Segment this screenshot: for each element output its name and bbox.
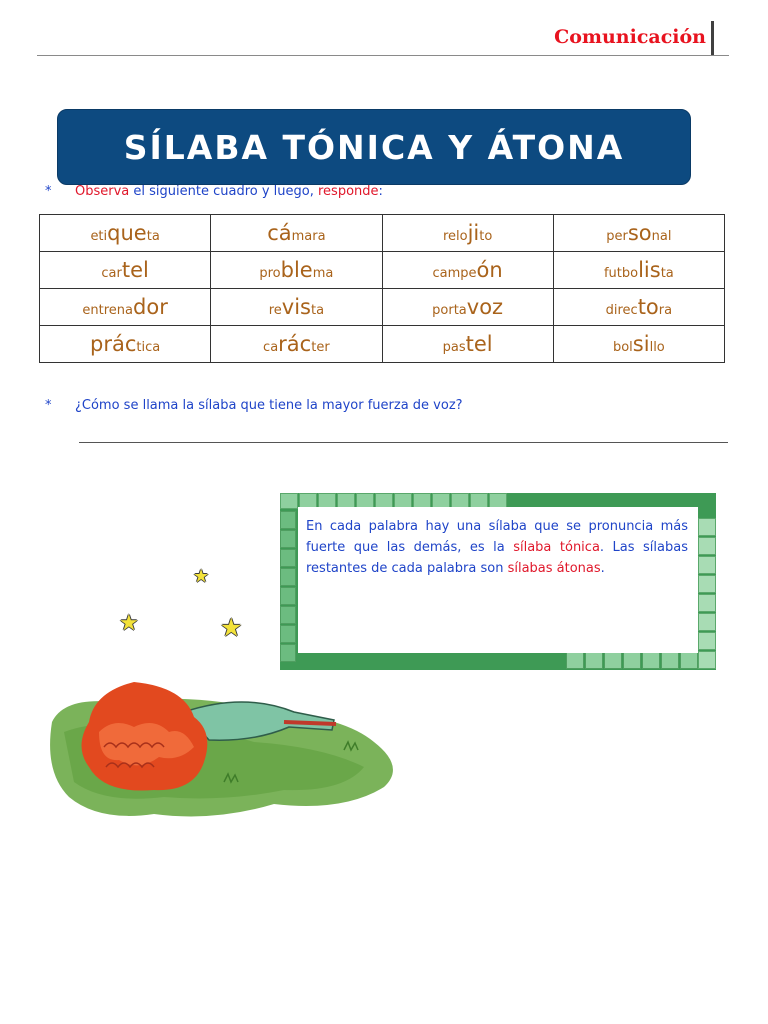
table-row xyxy=(40,326,725,363)
frame-tile xyxy=(280,587,296,605)
header-rule xyxy=(37,55,729,56)
word-cell xyxy=(40,326,211,363)
syllable-post: ma xyxy=(312,266,334,281)
syllable-pre: futbo xyxy=(603,266,639,281)
instruction-end: : xyxy=(378,184,383,199)
word-cell xyxy=(553,289,724,326)
instruction-responde: responde xyxy=(318,184,379,199)
star-icon: ★ xyxy=(119,611,139,636)
frame-tile xyxy=(280,493,298,509)
star-icon: ★ xyxy=(193,566,210,587)
word-cell xyxy=(553,215,724,252)
frame-tile xyxy=(280,511,296,529)
syllable-pre: per xyxy=(606,229,628,244)
word-cell xyxy=(40,289,211,326)
syllable-pre: campe xyxy=(432,266,477,281)
frame-tile xyxy=(698,651,716,669)
frame-tile xyxy=(698,575,716,593)
frame-tile xyxy=(280,568,296,586)
question-bullet: * xyxy=(45,398,52,413)
question xyxy=(45,398,463,413)
syllable-pre: car xyxy=(101,266,122,281)
note-highlight-tonica: sílaba tónica xyxy=(513,540,600,555)
syllable-post: ta xyxy=(660,266,674,281)
syllable-tonic: tel xyxy=(465,332,493,356)
syllable-post: tica xyxy=(136,340,161,355)
instruction xyxy=(45,184,383,199)
syllable-tonic: si xyxy=(632,332,650,356)
syllable-post: ter xyxy=(311,340,330,355)
syllable-pre: direc xyxy=(605,303,638,318)
syllable-tonic: ón xyxy=(476,258,503,282)
syllable-post: ta xyxy=(146,229,160,244)
syllable-tonic: rác xyxy=(278,332,312,356)
frame-tile xyxy=(642,652,660,669)
table-row xyxy=(40,289,725,326)
syllable-pre: pro xyxy=(259,266,281,281)
instruction-middle: el siguiente cuadro y luego, xyxy=(129,184,318,199)
syllable-post: ta xyxy=(310,303,325,318)
word-cell xyxy=(382,326,553,363)
frame-tile xyxy=(698,632,716,650)
frame-tile xyxy=(280,549,296,567)
syllable-pre: relo xyxy=(442,229,468,244)
syllable-tonic: dor xyxy=(133,295,168,319)
syllable-post: llo xyxy=(649,340,665,355)
word-cell xyxy=(382,289,553,326)
syllable-tonic: to xyxy=(637,295,659,319)
word-cell xyxy=(382,215,553,252)
frame-tile xyxy=(280,606,296,624)
frame-tile xyxy=(604,652,622,669)
word-cell xyxy=(382,252,553,289)
word-cell xyxy=(211,252,382,289)
word-cell xyxy=(211,326,382,363)
syllable-tonic: lis xyxy=(638,258,661,282)
frame-tile xyxy=(585,652,603,669)
note-text-3: . xyxy=(600,561,605,576)
header-bar xyxy=(711,21,714,55)
frame-tile xyxy=(698,594,716,612)
syllable-pre: entrena xyxy=(82,303,134,318)
syllable-pre: porta xyxy=(432,303,467,318)
answer-line[interactable] xyxy=(79,442,728,443)
syllable-tonic: vis xyxy=(281,295,311,319)
syllable-pre: pas xyxy=(442,340,466,355)
syllable-tonic: ji xyxy=(467,221,480,245)
syllable-tonic: ble xyxy=(280,258,313,282)
word-cell xyxy=(211,289,382,326)
word-cell xyxy=(40,215,211,252)
syllable-tonic: prác xyxy=(90,332,137,356)
frame-tile xyxy=(698,613,716,631)
syllable-post: to xyxy=(479,229,493,244)
syllable-tonic: so xyxy=(627,221,652,245)
frame-tile xyxy=(698,556,716,574)
instruction-bullet: * xyxy=(45,184,52,199)
frame-tile xyxy=(280,644,296,662)
note-text-1: En cada palabra hay una sílaba que se pronuncia más fuerte que las demás, es la xyxy=(306,519,688,555)
frame-tile xyxy=(566,652,584,669)
frame-tile xyxy=(680,652,698,669)
word-cell xyxy=(40,252,211,289)
syllable-post: ra xyxy=(658,303,673,318)
title-banner xyxy=(57,109,691,185)
girl-lying-on-grass-illustration xyxy=(44,672,406,832)
page-title: SÍLABA TÓNICA Y ÁTONA xyxy=(123,127,625,167)
syllable-pre: bol xyxy=(612,340,633,355)
frame-tile xyxy=(661,652,679,669)
word-cell xyxy=(553,326,724,363)
word-table xyxy=(39,214,725,363)
question-text: ¿Cómo se llama la sílaba que tiene la mayor fuerza de voz? xyxy=(75,398,463,413)
syllable-tonic: voz xyxy=(466,295,504,319)
note-text-2: . Las sílabas restantes de cada palabra son xyxy=(306,540,688,576)
table-row xyxy=(40,252,725,289)
syllable-tonic: que xyxy=(107,221,147,245)
syllable-post: mara xyxy=(291,229,326,244)
syllable-tonic: tel xyxy=(121,258,149,282)
note-box xyxy=(298,507,698,653)
frame-tile xyxy=(698,518,716,536)
frame-tile xyxy=(280,625,296,643)
subject-label: Comunicación xyxy=(554,26,706,48)
table-row xyxy=(40,215,725,252)
star-icon: ★ xyxy=(220,613,243,642)
word-cell xyxy=(553,252,724,289)
word-cell xyxy=(211,215,382,252)
syllable-pre: ca xyxy=(263,340,279,355)
frame-tile xyxy=(280,530,296,548)
instruction-observa: Observa xyxy=(75,184,130,199)
syllable-pre: eti xyxy=(90,229,108,244)
note-highlight-atonas: sílabas átonas xyxy=(507,561,601,576)
syllable-post: nal xyxy=(651,229,672,244)
frame-tile xyxy=(698,537,716,555)
frame-tile xyxy=(623,652,641,669)
syllable-pre: re xyxy=(268,303,282,318)
syllable-tonic: cá xyxy=(267,221,292,245)
